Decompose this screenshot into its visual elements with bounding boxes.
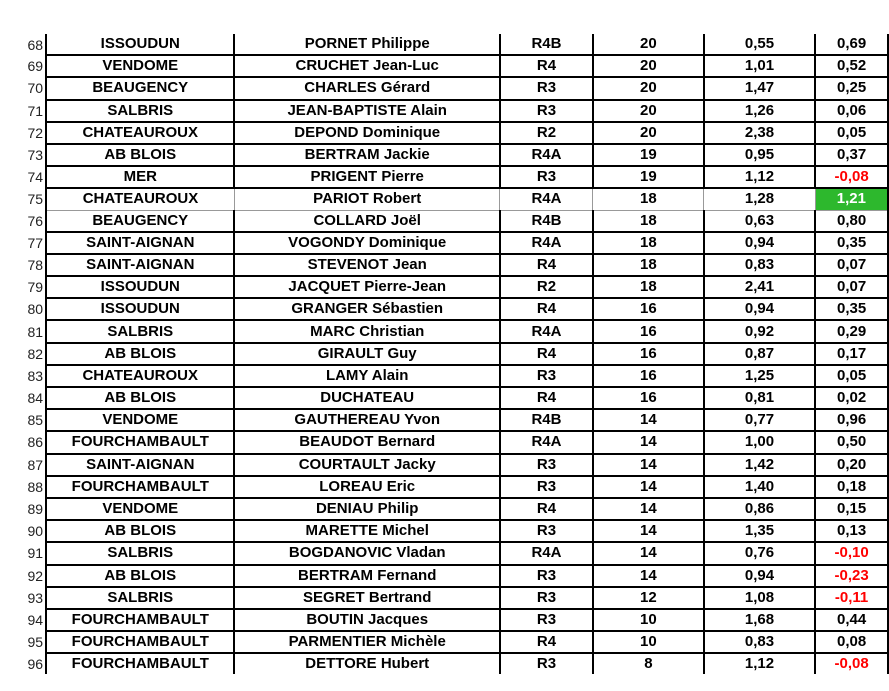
club-cell[interactable]: BEAUGENCY xyxy=(46,77,234,99)
row-number[interactable]: 94 xyxy=(0,609,46,631)
table-row xyxy=(0,454,888,476)
row-number[interactable]: 85 xyxy=(0,409,46,431)
category-cell[interactable]: R4A xyxy=(500,144,593,166)
category-cell[interactable]: R3 xyxy=(500,365,593,387)
player-name-cell[interactable]: BOUTIN Jacques xyxy=(234,609,500,631)
value-cell[interactable]: 1,35 xyxy=(704,520,815,542)
table-row xyxy=(0,144,888,166)
category-cell[interactable]: R3 xyxy=(500,454,593,476)
category-cell[interactable]: R4 xyxy=(500,631,593,653)
player-name-cell[interactable]: GIRAULT Guy xyxy=(234,343,500,365)
delta-cell[interactable]: -0,08 xyxy=(815,166,888,188)
category-cell[interactable]: R4A xyxy=(500,232,593,254)
value-cell[interactable]: 0,92 xyxy=(704,320,815,342)
delta-cell[interactable]: 0,15 xyxy=(815,498,888,520)
delta-cell[interactable]: 0,05 xyxy=(815,122,888,144)
delta-cell[interactable]: 0,37 xyxy=(815,144,888,166)
value-cell[interactable]: 0,55 xyxy=(704,34,815,55)
row-number[interactable]: 93 xyxy=(0,587,46,609)
player-name-cell[interactable]: PARIOT Robert xyxy=(234,188,500,210)
player-name-cell[interactable]: PARMENTIER Michèle xyxy=(234,631,500,653)
player-name-cell[interactable]: JACQUET Pierre-Jean xyxy=(234,276,500,298)
table-row xyxy=(0,409,888,431)
category-cell[interactable]: R3 xyxy=(500,77,593,99)
row-number[interactable]: 81 xyxy=(0,320,46,342)
club-cell[interactable]: FOURCHAMBAULT xyxy=(46,631,234,653)
player-name-cell[interactable]: DENIAU Philip xyxy=(234,498,500,520)
value-cell[interactable]: 1,25 xyxy=(704,365,815,387)
points-cell[interactable]: 20 xyxy=(593,122,704,144)
value-cell[interactable]: 0,63 xyxy=(704,210,815,232)
delta-cell[interactable]: -0,11 xyxy=(815,587,888,609)
delta-cell[interactable]: 0,17 xyxy=(815,343,888,365)
category-cell[interactable]: R4B xyxy=(500,210,593,232)
club-cell[interactable]: SALBRIS xyxy=(46,320,234,342)
club-cell[interactable]: AB BLOIS xyxy=(46,565,234,587)
value-cell[interactable]: 1,08 xyxy=(704,587,815,609)
points-cell[interactable]: 14 xyxy=(593,542,704,564)
player-name-cell[interactable]: DEPOND Dominique xyxy=(234,122,500,144)
category-cell[interactable]: R2 xyxy=(500,276,593,298)
delta-cell[interactable]: 0,35 xyxy=(815,298,888,320)
points-cell[interactable]: 16 xyxy=(593,387,704,409)
category-cell[interactable]: R4 xyxy=(500,254,593,276)
row-number[interactable]: 78 xyxy=(0,254,46,276)
row-number[interactable]: 87 xyxy=(0,454,46,476)
row-number[interactable]: 84 xyxy=(0,387,46,409)
delta-cell[interactable]: 0,29 xyxy=(815,320,888,342)
row-number[interactable]: 69 xyxy=(0,55,46,77)
category-cell[interactable]: R3 xyxy=(500,609,593,631)
table-row xyxy=(0,188,888,210)
club-cell[interactable]: MER xyxy=(46,166,234,188)
table-row xyxy=(0,166,888,188)
points-cell[interactable]: 10 xyxy=(593,609,704,631)
delta-cell[interactable]: 0,07 xyxy=(815,276,888,298)
player-name-cell[interactable]: GAUTHEREAU Yvon xyxy=(234,409,500,431)
category-cell[interactable]: R4 xyxy=(500,55,593,77)
player-name-cell[interactable]: VOGONDY Dominique xyxy=(234,232,500,254)
table-row xyxy=(0,232,888,254)
category-cell[interactable]: R3 xyxy=(500,565,593,587)
delta-cell[interactable]: 0,35 xyxy=(815,232,888,254)
value-cell[interactable]: 1,00 xyxy=(704,431,815,453)
club-cell[interactable]: BEAUGENCY xyxy=(46,210,234,232)
club-cell[interactable]: FOURCHAMBAULT xyxy=(46,653,234,674)
delta-cell[interactable]: 0,07 xyxy=(815,254,888,276)
row-number[interactable]: 90 xyxy=(0,520,46,542)
category-cell[interactable]: R3 xyxy=(500,587,593,609)
club-cell[interactable]: SAINT-AIGNAN xyxy=(46,454,234,476)
value-cell[interactable]: 0,95 xyxy=(704,144,815,166)
player-name-cell[interactable]: CRUCHET Jean-Luc xyxy=(234,55,500,77)
table-row xyxy=(0,653,888,674)
player-name-cell[interactable]: MARETTE Michel xyxy=(234,520,500,542)
club-cell[interactable]: ISSOUDUN xyxy=(46,34,234,55)
club-cell[interactable]: SALBRIS xyxy=(46,542,234,564)
player-name-cell[interactable]: CHARLES Gérard xyxy=(234,77,500,99)
points-cell[interactable]: 18 xyxy=(593,254,704,276)
row-number[interactable]: 92 xyxy=(0,565,46,587)
points-cell[interactable]: 14 xyxy=(593,498,704,520)
row-number[interactable]: 88 xyxy=(0,476,46,498)
category-cell[interactable]: R3 xyxy=(500,166,593,188)
results-table xyxy=(0,34,889,674)
delta-cell[interactable]: 0,44 xyxy=(815,609,888,631)
value-cell[interactable]: 2,41 xyxy=(704,276,815,298)
category-cell[interactable]: R4B xyxy=(500,409,593,431)
points-cell[interactable]: 14 xyxy=(593,431,704,453)
table-row xyxy=(0,520,888,542)
value-cell[interactable]: 1,47 xyxy=(704,77,815,99)
delta-cell[interactable]: 0,80 xyxy=(815,210,888,232)
value-cell[interactable]: 1,12 xyxy=(704,653,815,674)
category-cell[interactable]: R3 xyxy=(500,100,593,122)
category-cell[interactable]: R4A xyxy=(500,188,593,210)
club-cell[interactable]: ISSOUDUN xyxy=(46,276,234,298)
player-name-cell[interactable]: JEAN-BAPTISTE Alain xyxy=(234,100,500,122)
value-cell[interactable]: 0,76 xyxy=(704,542,815,564)
table-row xyxy=(0,320,888,342)
points-cell[interactable]: 20 xyxy=(593,55,704,77)
delta-cell[interactable]: 0,13 xyxy=(815,520,888,542)
value-cell[interactable]: 0,87 xyxy=(704,343,815,365)
value-cell[interactable]: 0,86 xyxy=(704,498,815,520)
category-cell[interactable]: R3 xyxy=(500,520,593,542)
table-row xyxy=(0,609,888,631)
row-number[interactable]: 79 xyxy=(0,276,46,298)
category-cell[interactable]: R4A xyxy=(500,320,593,342)
club-cell[interactable]: AB BLOIS xyxy=(46,387,234,409)
table-row xyxy=(0,587,888,609)
delta-cell[interactable]: 1,21 xyxy=(815,188,888,210)
value-cell[interactable]: 1,01 xyxy=(704,55,815,77)
row-number[interactable]: 80 xyxy=(0,298,46,320)
delta-cell[interactable]: 0,50 xyxy=(815,431,888,453)
value-cell[interactable]: 1,68 xyxy=(704,609,815,631)
points-cell[interactable]: 14 xyxy=(593,476,704,498)
points-cell[interactable]: 14 xyxy=(593,454,704,476)
club-cell[interactable]: AB BLOIS xyxy=(46,144,234,166)
table-row xyxy=(0,631,888,653)
row-number[interactable]: 73 xyxy=(0,144,46,166)
value-cell[interactable]: 0,77 xyxy=(704,409,815,431)
value-cell[interactable]: 0,83 xyxy=(704,254,815,276)
player-name-cell[interactable]: BERTRAM Fernand xyxy=(234,565,500,587)
club-cell[interactable]: CHATEAUROUX xyxy=(46,365,234,387)
table-row xyxy=(0,565,888,587)
value-cell[interactable]: 1,42 xyxy=(704,454,815,476)
table-row xyxy=(0,254,888,276)
delta-cell[interactable]: 0,25 xyxy=(815,77,888,99)
club-cell[interactable]: SALBRIS xyxy=(46,587,234,609)
table-row xyxy=(0,100,888,122)
row-number[interactable]: 72 xyxy=(0,122,46,144)
table-row xyxy=(0,476,888,498)
row-number[interactable]: 95 xyxy=(0,631,46,653)
points-cell[interactable]: 18 xyxy=(593,276,704,298)
category-cell[interactable]: R4 xyxy=(500,498,593,520)
club-cell[interactable]: SALBRIS xyxy=(46,100,234,122)
category-cell[interactable]: R4B xyxy=(500,34,593,55)
row-number[interactable]: 77 xyxy=(0,232,46,254)
delta-cell[interactable]: -0,08 xyxy=(815,653,888,674)
player-name-cell[interactable]: STEVENOT Jean xyxy=(234,254,500,276)
delta-cell[interactable]: 0,02 xyxy=(815,387,888,409)
points-cell[interactable]: 8 xyxy=(593,653,704,674)
delta-cell[interactable]: -0,23 xyxy=(815,565,888,587)
points-cell[interactable]: 14 xyxy=(593,520,704,542)
row-number[interactable]: 91 xyxy=(0,542,46,564)
points-cell[interactable]: 12 xyxy=(593,587,704,609)
table-row xyxy=(0,77,888,99)
table-row xyxy=(0,542,888,564)
delta-cell[interactable]: -0,10 xyxy=(815,542,888,564)
club-cell[interactable]: VENDOME xyxy=(46,498,234,520)
category-cell[interactable]: R4 xyxy=(500,343,593,365)
row-number[interactable]: 89 xyxy=(0,498,46,520)
points-cell[interactable]: 18 xyxy=(593,188,704,210)
player-name-cell[interactable]: BERTRAM Jackie xyxy=(234,144,500,166)
row-number[interactable]: 68 xyxy=(0,34,46,55)
table-row xyxy=(0,34,888,55)
value-cell[interactable]: 1,12 xyxy=(704,166,815,188)
club-cell[interactable]: VENDOME xyxy=(46,409,234,431)
points-cell[interactable]: 16 xyxy=(593,320,704,342)
category-cell[interactable]: R4A xyxy=(500,431,593,453)
value-cell[interactable]: 0,94 xyxy=(704,298,815,320)
delta-cell[interactable]: 0,05 xyxy=(815,365,888,387)
points-cell[interactable]: 16 xyxy=(593,298,704,320)
delta-cell[interactable]: 0,96 xyxy=(815,409,888,431)
player-name-cell[interactable]: BOGDANOVIC Vladan xyxy=(234,542,500,564)
club-cell[interactable]: FOURCHAMBAULT xyxy=(46,431,234,453)
points-cell[interactable]: 16 xyxy=(593,343,704,365)
points-cell[interactable]: 14 xyxy=(593,565,704,587)
table-row xyxy=(0,343,888,365)
row-number[interactable]: 71 xyxy=(0,100,46,122)
table-row xyxy=(0,498,888,520)
player-name-cell[interactable]: PRIGENT Pierre xyxy=(234,166,500,188)
player-name-cell[interactable]: BEAUDOT Bernard xyxy=(234,431,500,453)
category-cell[interactable]: R4 xyxy=(500,387,593,409)
value-cell[interactable]: 0,94 xyxy=(704,232,815,254)
club-cell[interactable]: ISSOUDUN xyxy=(46,298,234,320)
points-cell[interactable]: 10 xyxy=(593,631,704,653)
table-row xyxy=(0,122,888,144)
row-number[interactable]: 74 xyxy=(0,166,46,188)
row-number[interactable]: 86 xyxy=(0,431,46,453)
player-name-cell[interactable]: COLLARD Joël xyxy=(234,210,500,232)
club-cell[interactable]: SAINT-AIGNAN xyxy=(46,254,234,276)
row-number[interactable]: 82 xyxy=(0,343,46,365)
row-number[interactable]: 75 xyxy=(0,188,46,210)
row-number[interactable]: 96 xyxy=(0,653,46,674)
club-cell[interactable]: CHATEAUROUX xyxy=(46,122,234,144)
player-name-cell[interactable]: SEGRET Bertrand xyxy=(234,587,500,609)
delta-cell[interactable]: 0,69 xyxy=(815,34,888,55)
row-number[interactable]: 70 xyxy=(0,77,46,99)
table-row xyxy=(0,276,888,298)
points-cell[interactable]: 18 xyxy=(593,210,704,232)
club-cell[interactable]: AB BLOIS xyxy=(46,520,234,542)
table-row xyxy=(0,298,888,320)
points-cell[interactable]: 20 xyxy=(593,34,704,55)
table-row xyxy=(0,55,888,77)
points-cell[interactable]: 14 xyxy=(593,409,704,431)
category-cell[interactable]: R4 xyxy=(500,298,593,320)
row-number[interactable]: 83 xyxy=(0,365,46,387)
delta-cell[interactable]: 0,20 xyxy=(815,454,888,476)
category-cell[interactable]: R4A xyxy=(500,542,593,564)
points-cell[interactable]: 20 xyxy=(593,100,704,122)
player-name-cell[interactable]: MARC Christian xyxy=(234,320,500,342)
table-row xyxy=(0,387,888,409)
table-row xyxy=(0,210,888,232)
points-cell[interactable]: 18 xyxy=(593,232,704,254)
table-row xyxy=(0,431,888,453)
player-name-cell[interactable]: LOREAU Eric xyxy=(234,476,500,498)
category-cell[interactable]: R3 xyxy=(500,653,593,674)
delta-cell[interactable]: 0,52 xyxy=(815,55,888,77)
player-name-cell[interactable]: COURTAULT Jacky xyxy=(234,454,500,476)
delta-cell[interactable]: 0,08 xyxy=(815,631,888,653)
points-cell[interactable]: 19 xyxy=(593,166,704,188)
value-cell[interactable]: 0,83 xyxy=(704,631,815,653)
club-cell[interactable]: SAINT-AIGNAN xyxy=(46,232,234,254)
player-name-cell[interactable]: DETTORE Hubert xyxy=(234,653,500,674)
player-name-cell[interactable]: DUCHATEAU xyxy=(234,387,500,409)
table-row xyxy=(0,365,888,387)
player-name-cell[interactable]: GRANGER Sébastien xyxy=(234,298,500,320)
points-cell[interactable]: 16 xyxy=(593,365,704,387)
points-cell[interactable]: 20 xyxy=(593,77,704,99)
category-cell[interactable]: R2 xyxy=(500,122,593,144)
value-cell[interactable]: 0,81 xyxy=(704,387,815,409)
value-cell[interactable]: 2,38 xyxy=(704,122,815,144)
spreadsheet xyxy=(0,34,889,674)
value-cell[interactable]: 1,26 xyxy=(704,100,815,122)
points-cell[interactable]: 19 xyxy=(593,144,704,166)
club-cell[interactable]: CHATEAUROUX xyxy=(46,188,234,210)
club-cell[interactable]: VENDOME xyxy=(46,55,234,77)
club-cell[interactable]: FOURCHAMBAULT xyxy=(46,609,234,631)
value-cell[interactable]: 1,40 xyxy=(704,476,815,498)
delta-cell[interactable]: 0,18 xyxy=(815,476,888,498)
table-body xyxy=(0,34,888,674)
delta-cell[interactable]: 0,06 xyxy=(815,100,888,122)
value-cell[interactable]: 0,94 xyxy=(704,565,815,587)
club-cell[interactable]: AB BLOIS xyxy=(46,343,234,365)
player-name-cell[interactable]: LAMY Alain xyxy=(234,365,500,387)
player-name-cell[interactable]: PORNET Philippe xyxy=(234,34,500,55)
category-cell[interactable]: R3 xyxy=(500,476,593,498)
row-number[interactable]: 76 xyxy=(0,210,46,232)
value-cell[interactable]: 1,28 xyxy=(704,188,815,210)
club-cell[interactable]: FOURCHAMBAULT xyxy=(46,476,234,498)
